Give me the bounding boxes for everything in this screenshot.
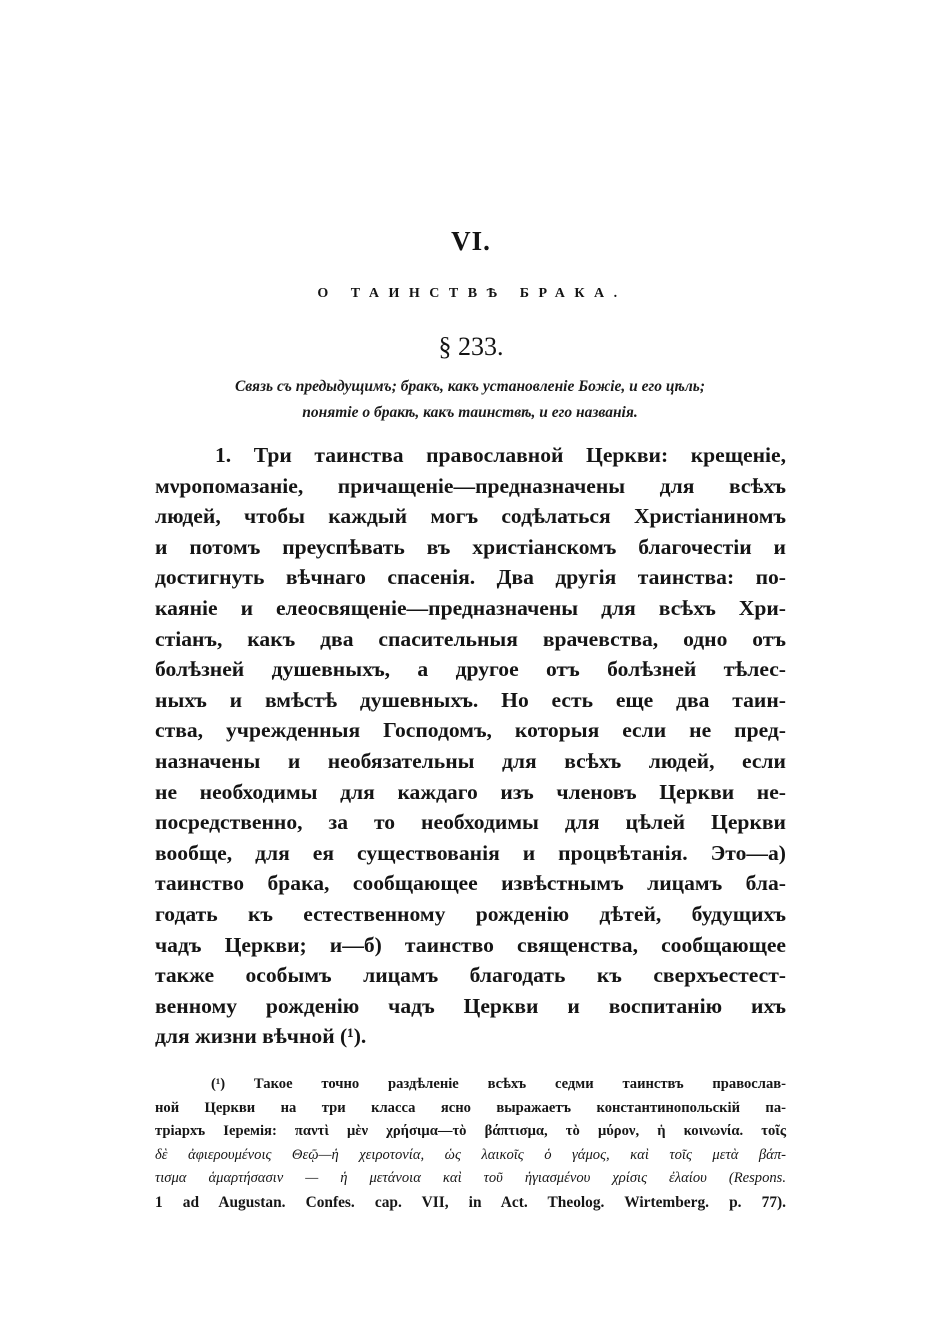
- summary-line: понятіе о бракѣ, какъ таинствѣ, и его названія.: [302, 404, 638, 421]
- paragraph-line: годать къ естественному рожденію дѣтей, будущихъ: [155, 901, 786, 926]
- footnote-line: ной Церкви на три класса ясно выражаетъ константинопольскій па-: [155, 1099, 786, 1116]
- paragraph-line: также особымъ лицамъ благодать къ сверхъестест-: [155, 963, 786, 988]
- paragraph-line: венному рожденію чадъ Церкви и воспитанію ихъ: [155, 993, 786, 1018]
- paragraph-line: достигнуть вѣчнаго спасенія. Два другія таинства: по-: [155, 565, 786, 590]
- footnote-greek-line: δὲ ἀφιερουμένοις Θεῷ—ἡ χειροτονία, ὡς λαικοῖς ὁ γάμος, καὶ τοῖς μετὰ βάπ-: [155, 1146, 786, 1163]
- paragraph-line: назначены и необязательны для всѣхъ людей, если: [155, 748, 786, 773]
- paragraph-line: не необходимы для каждаго изъ членовъ Церкви не-: [155, 779, 786, 804]
- footnote-line: тріархъ Іеремія: παντὶ μὲν χρήσιμα—τὸ βάπτισμα, τὸ μύρον, ἡ κοινωνία. τοῖς: [155, 1123, 786, 1139]
- chapter-number: VI.: [451, 226, 491, 256]
- footnote-greek-line: τισμα ἁμαρτήσασιν — ἡ μετάνοια καὶ τοῦ ἡγιασμένου χρίσις ἐλαίου (Respons.: [155, 1170, 786, 1186]
- paragraph-line: каяніе и елеосвященіе—предназначены для всѣхъ Хри-: [155, 595, 786, 620]
- section-number: § 233.: [438, 332, 504, 361]
- paragraph-line: таинство брака, сообщающее извѣстнымъ лицамъ бла-: [155, 871, 786, 896]
- paragraph-line: болѣзней душевныхъ, а другое отъ болѣзней тѣлес-: [155, 657, 786, 682]
- paragraph-line: мνропомазаніе, причащеніе—предназначены для всѣхъ: [155, 473, 786, 498]
- footnote-line: (¹) Такое точно раздѣленіе всѣхъ седми таинствъ православ-: [211, 1076, 786, 1092]
- paragraph-line: посредственно, за то необходимы для цѣлей Церкви: [155, 810, 786, 835]
- paragraph-line: вообще, для ея существованія и процвѣтанія. Это—а): [155, 840, 786, 865]
- chapter-title: О ТАИНСТВѢ БРАКА.: [317, 286, 627, 301]
- paragraph-line: стіанъ, какъ два спасительныя врачевства, одно отъ: [155, 626, 786, 651]
- summary-line: Связь съ предыдущимъ; бракъ, какъ установленіе Божіе, и его цѣль;: [234, 378, 706, 395]
- paragraph-line: ныхъ и вмѣстѣ душевныхъ. Но есть еще два таин-: [155, 687, 786, 712]
- section-summary: [150, 374, 790, 426]
- paragraph-line: ства, учрежденныя Господомъ, которыя если не пред-: [155, 718, 786, 743]
- footnote-citation-line: 1 ad Augustan. Confes. cap. VII, in Act. Theolog. Wirtemberg. p. 77).: [155, 1193, 786, 1211]
- main-paragraph: [155, 440, 786, 1052]
- paragraph-line: 1. Три таинства православной Церкви: крещеніе,: [215, 443, 786, 467]
- paragraph-line: и потомъ преуспѣвать въ христіанскомъ благочестіи и: [155, 534, 786, 559]
- paragraph-line: людей, чтобы каждый могъ содѣлаться Христіаниномъ: [155, 504, 786, 529]
- paragraph-line: для жизни вѣчной (¹).: [155, 1024, 367, 1049]
- paragraph-line: чадъ Церкви; и—б) таинство священства, сообщающее: [155, 932, 786, 957]
- footnote: [155, 1073, 786, 1214]
